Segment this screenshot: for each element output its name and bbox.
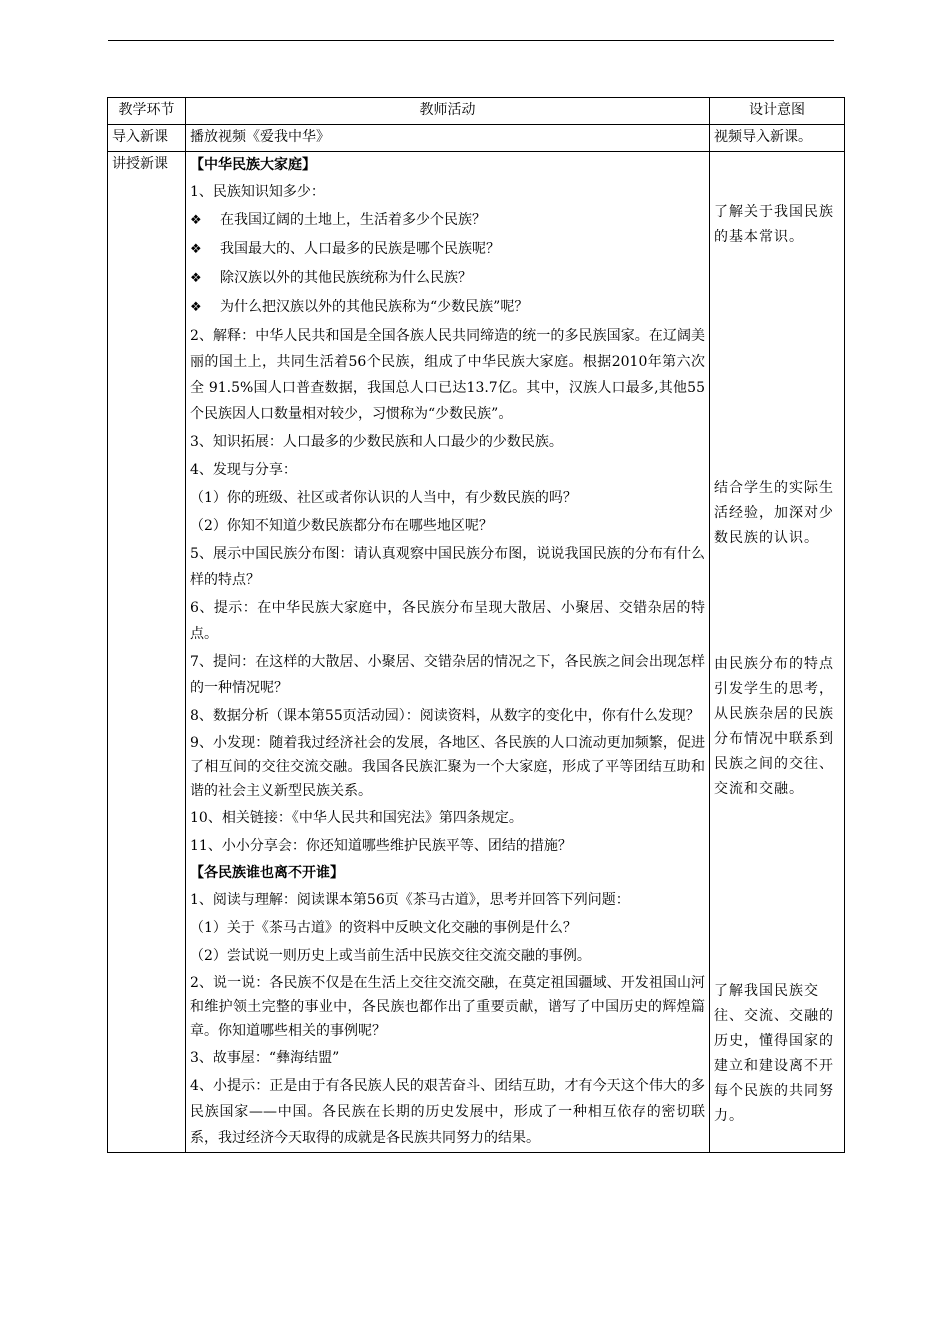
section-title: 【各民族谁也离不开谁】	[190, 865, 344, 881]
activity-line: 3、故事屋：“彝海结盟”	[190, 1050, 340, 1066]
question-item	[190, 264, 705, 293]
activity-line: 9、小发现：随着我过经济社会的发展，各地区、各民族的人口流动更加频繁，促进了相互间的交往交流交融。我国各民族汇聚为一个大家庭，形成了平等团结互助和谐的社会主义新型民族关系。	[190, 735, 705, 799]
activity-line: 6、提示：在中华民族大家庭中，各民族分布呈现大散居、小聚居、交错杂居的特点。	[190, 600, 705, 642]
stage-cell: 导入新课	[108, 125, 186, 152]
activity-line: 1、阅读与理解：阅读课本第56页《茶马古道》，思考并回答下列问题：	[190, 892, 630, 908]
intent-note: 结合学生的实际生活经验，加深对少数民族的认识。	[714, 480, 834, 546]
header-intent: 设计意图	[710, 98, 845, 125]
activity-line: 10、相关链接：《中华人民共和国宪法》第四条规定。	[190, 810, 523, 826]
activity-line: 4、发现与分享：	[190, 462, 297, 478]
intent-note: 了解我国民族交往、交流、交融的历史，懂得国家的建立和建设离不开每个民族的共同努力。	[714, 983, 834, 1124]
activity-line: （1）关于《茶马古道》的资料中反映文化交融的事例是什么？	[190, 920, 577, 936]
activity-line: 1、民族知识知多少：	[190, 184, 325, 200]
intent-cell	[710, 152, 845, 1153]
table-header-row	[108, 98, 845, 125]
question-text: 在我国辽阔的土地上，生活着多少个民族？	[220, 212, 486, 228]
activity-line: 8、数据分析（课本第55页活动园）：阅读资料，从数字的变化中，你有什么发现？	[190, 708, 700, 724]
question-item	[190, 206, 705, 235]
question-text: 为什么把汉族以外的其他民族称为“少数民族”呢？	[220, 299, 529, 315]
table-row-intro	[108, 125, 845, 152]
activity-line: 3、知识拓展：人口最多的少数民族和人口最少的少数民族。	[190, 434, 563, 450]
activity-cell: 播放视频《爱我中华》	[186, 125, 710, 152]
section-title: 【中华民族大家庭】	[190, 157, 316, 173]
question-text: 除汉族以外的其他民族统称为什么民族？	[220, 270, 472, 286]
activity-line: 5、展示中国民族分布图：请认真观察中国民族分布图，说说我国民族的分布有什么样的特点？	[190, 546, 705, 588]
question-text: 我国最大的、人口最多的民族是哪个民族呢？	[220, 241, 500, 257]
intent-note: 由民族分布的特点引发学生的思考，从民族杂居的民族分布情况中联系到民族之间的交往、交流和交融。	[714, 656, 834, 797]
activity-line: （2）尝试说一则历史上或当前生活中民族交往交流交融的事例。	[190, 948, 591, 964]
stage-cell: 讲授新课	[108, 152, 186, 1153]
diamond-bullet-icon: ❖	[190, 213, 202, 228]
activity-line: 7、提问：在这样的大散居、小聚居、交错杂居的情况之下，各民族之间会出现怎样的一种情况呢？	[190, 654, 705, 696]
question-item	[190, 293, 705, 322]
diamond-bullet-icon: ❖	[190, 242, 202, 257]
header-stage: 教学环节	[108, 98, 186, 125]
activity-line: （2）你知不知道少数民族都分布在哪些地区呢？	[190, 518, 493, 534]
lesson-plan-table	[107, 97, 845, 1153]
header-activity: 教师活动	[186, 98, 710, 125]
diamond-bullet-icon: ❖	[190, 271, 202, 286]
activity-line: 4、小提示：正是由于有各民族人民的艰苦奋斗、团结互助，才有今天这个伟大的多民族国家——中国。各民族在长期的历史发展中，形成了一种相互依存的密切联系，我过经济今天取得的成就是各民族共同努力的结果。	[190, 1078, 705, 1146]
page-header-rule	[108, 40, 834, 41]
diamond-bullet-icon: ❖	[190, 300, 202, 315]
activity-cell	[186, 152, 710, 1153]
activity-line: （1）你的班级、社区或者你认识的人当中，有少数民族的吗？	[190, 490, 577, 506]
intent-note: 了解关于我国民族的基本常识。	[714, 204, 834, 245]
intent-cell: 视频导入新课。	[710, 125, 845, 152]
question-item	[190, 235, 705, 264]
table-row-main	[108, 152, 845, 1153]
activity-line: 2、说一说：各民族不仅是在生活上交往交流交融，在莫定祖国疆域、开发祖国山河和维护领土完整的事业中，各民族也都作出了重要贡献，谱写了中国历史的辉煌篇章。你知道哪些相关的事例呢？	[190, 975, 705, 1039]
activity-line: 2、解释：中华人民共和国是全国各族人民共同缔造的统一的多民族国家。在辽阔美丽的国土上，共同生活着56个民族，组成了中华民族大家庭。根据2010年第六次全 91.5%国人口普查数据，我国总人口已达13.7亿。其中，汉族人口最多,其他55个民族因人口数量相对较少，习惯称为“少数民族”。	[190, 328, 705, 422]
activity-line: 11、小小分享会：你还知道哪些维护民族平等、团结的措施？	[190, 838, 572, 854]
